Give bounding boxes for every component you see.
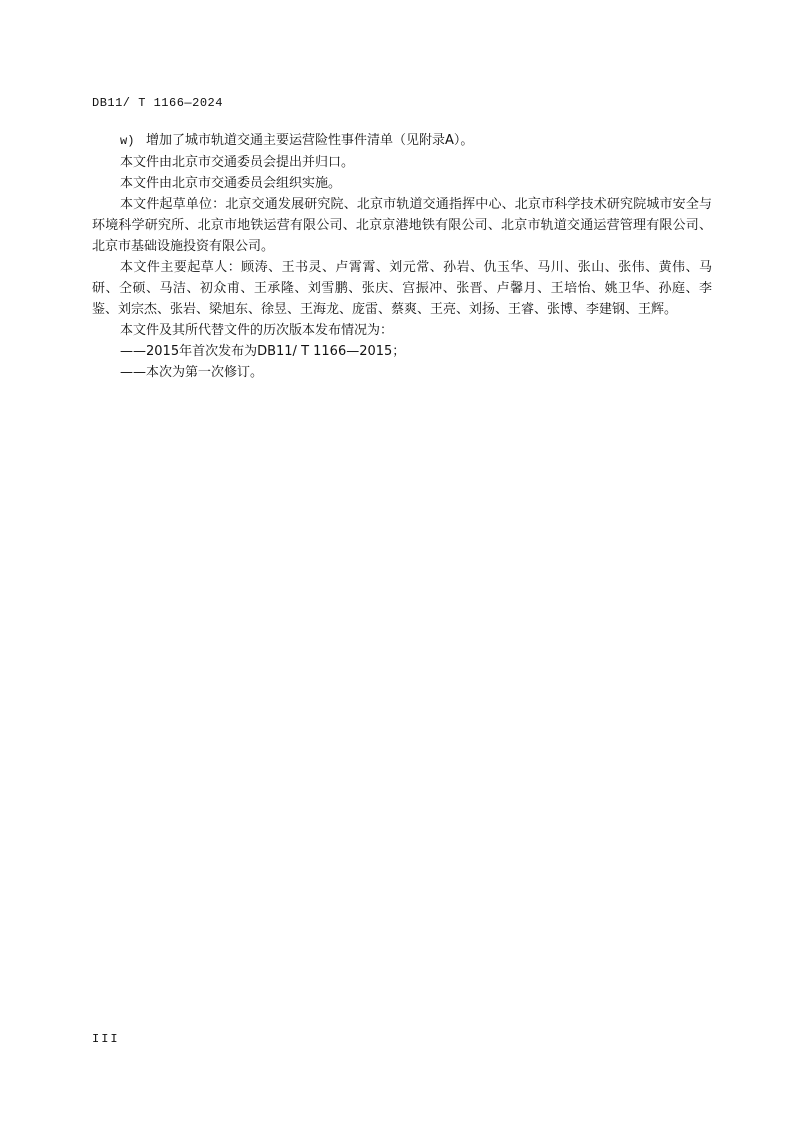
paragraph-history-intro: 本文件及其所代替文件的历次版本发布情况为： bbox=[120, 323, 394, 338]
paragraph-organized: 本文件由北京市交通委员会组织实施。 bbox=[120, 176, 342, 191]
history-item-2015: ——2015年首次发布为DB11/ T 1166—2015； bbox=[120, 344, 406, 359]
list-item-w bbox=[92, 130, 712, 152]
paragraph-proposed: 本文件由北京市交通委员会提出并归口。 bbox=[120, 155, 355, 170]
page-number: III bbox=[92, 1032, 120, 1046]
history-item-current: ——本次为第一次修订。 bbox=[120, 365, 264, 380]
standard-code-header: DB11/ T 1166—2024 bbox=[92, 96, 223, 110]
paragraph-drafters: 本文件主要起草人：顾涛、王书灵、卢霄霄、刘元常、孙岩、仇玉华、马川、张山、张伟、黄伟、马研、仝硕、马洁、初众甫、王承隆、刘雪鹏、张庆、宫振冲、张晋、卢馨月、王培怡、姚卫华、孙庭、李鉴、刘宗杰、张岩、梁旭东、徐昱、王海龙、庞雷、蔡爽、王亮、刘扬、王睿、张博、李建钢、王辉。 bbox=[92, 260, 712, 317]
document-body bbox=[92, 130, 712, 383]
paragraph-drafting-units: 本文件起草单位：北京交通发展研究院、北京市轨道交通指挥中心、北京市科学技术研究院城市安全与环境科学研究所、北京市地铁运营有限公司、北京京港地铁有限公司、北京市轨道交通运营管理有限公司、北京市基础设施投资有限公司。 bbox=[92, 197, 712, 254]
list-marker: w) bbox=[120, 134, 135, 148]
list-item-text: 增加了城市轨道交通主要运营险性事件清单（见附录A）。 bbox=[146, 133, 474, 148]
